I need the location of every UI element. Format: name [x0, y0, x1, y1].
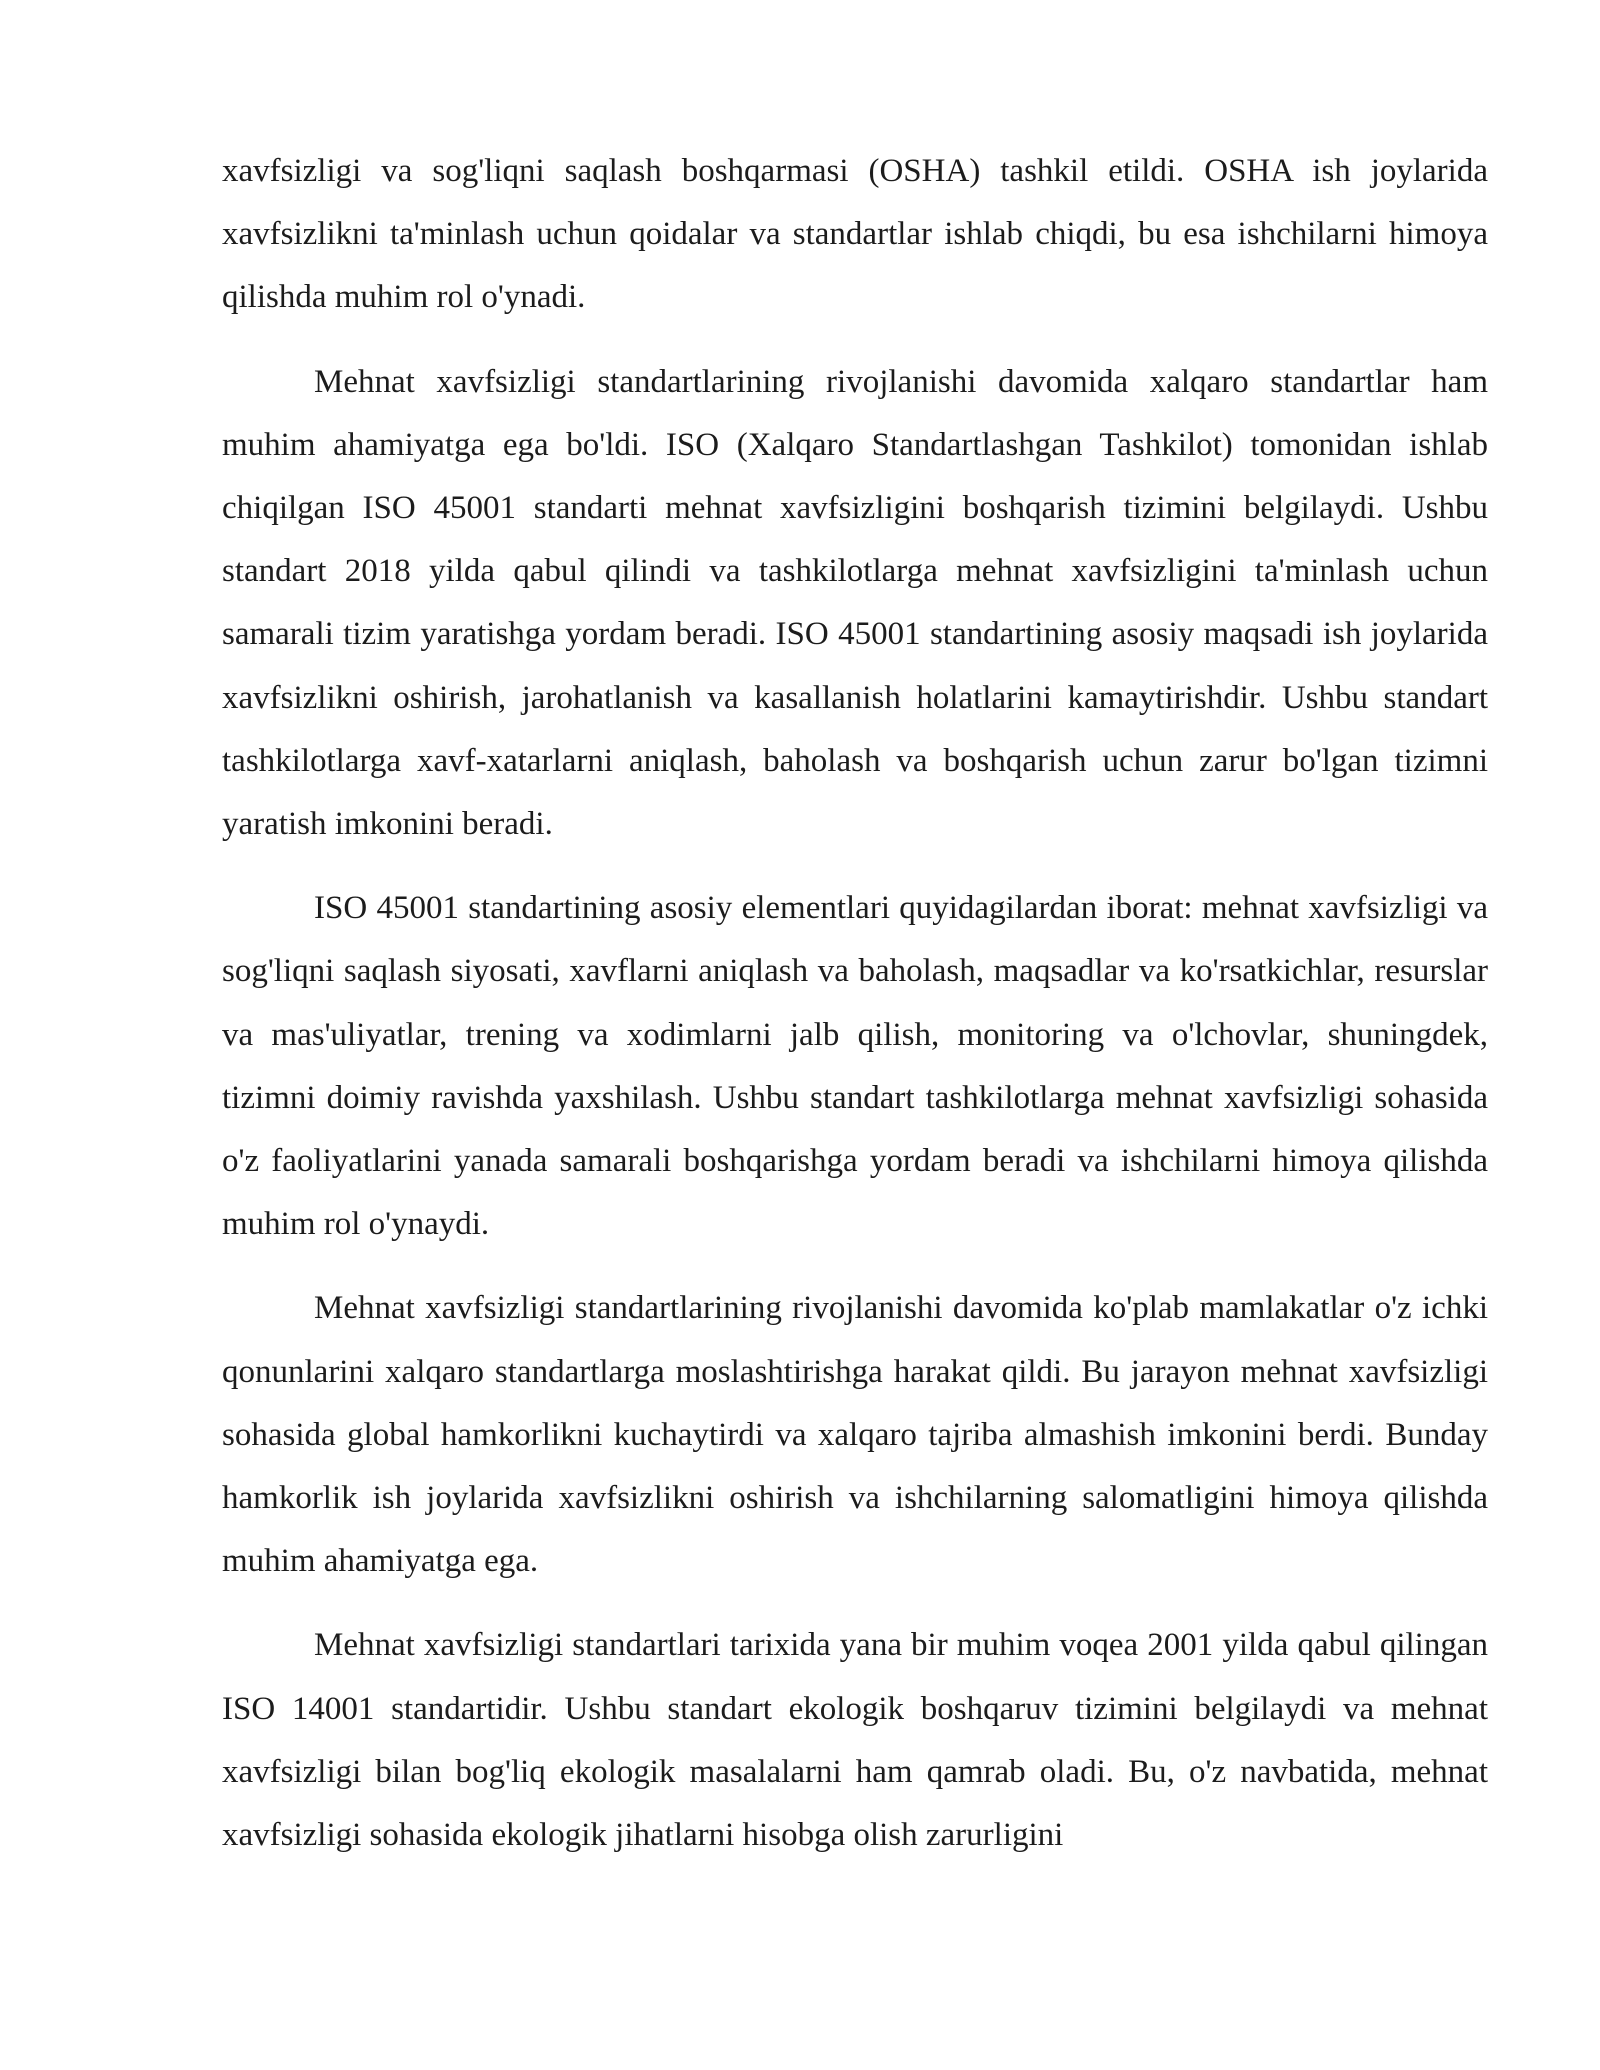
paragraph-iso-45001-intro: Mehnat xavfsizligi standartlarining rivojlanishi davomida xalqaro standartlar ham muhim ahamiyatga ega bo'ldi. ISO (Xalqaro Standartlashgan Tashkilot) tomonidan ishlab chiqilgan ISO 45001 standarti mehnat xavfsizligini boshqarish tizimini belgilaydi. Ushbu standart 2018 yilda qabul qilindi va tashkilotlarga mehnat xavfsizligini ta'minlash uchun samarali tizim yaratishga yordam beradi. ISO 45001 standartining asosiy maqsadi ish joylarida xavfsizlikni oshirish, jarohatlanish va kasallanish holatlarini kamaytirishdir. Ushbu standart tashkilotlarga xavf-xatarlarni aniqlash, baholash va boshqarish uchun zarur bo'lgan tizimni yaratish imkonini beradi.: [222, 363, 1488, 843]
paragraph-international-harmonization: Mehnat xavfsizligi standartlarining rivojlanishi davomida ko'plab mamlakatlar o'z ichki qonunlarini xalqaro standartlarga moslashtirishga harakat qildi. Bu jarayon mehnat xavfsizligi sohasida global hamkorlikni kuchaytirdi va xalqaro tajriba almashish imkonini berdi. Bunday hamkorlik ish joylarida xavfsizlikni oshirish va ishchilarning salomatligini himoya qilishda muhim ahamiyatga ega.: [222, 1290, 1488, 1580]
paragraph-iso-14001: Mehnat xavfsizligi standartlari tarixida yana bir muhim voqea 2001 yilda qabul qilingan ISO 14001 standartidir. Ushbu standart ekologik boshqaruv tizimini belgilaydi va mehnat xavfsizligi bilan bog'liq ekologik masalalarni ham qamrab oladi. Bu, o'z navbatida, mehnat xavfsizligi sohasida ekologik jihatlarni hisobga olish zarurligini: [222, 1627, 1488, 1854]
document-page: [222, 140, 1488, 1867]
paragraph-iso-45001-elements: ISO 45001 standartining asosiy elementlari quyidagilardan iborat: mehnat xavfsizligi va sog'liqni saqlash siyosati, xavflarni aniqlash va baholash, maqsadlar va ko'rsatkichlar, resurslar va mas'uliyatlar, trening va xodimlarni jalb qilish, monitoring va o'lchovlar, shuningdek, tizimni doimiy ravishda yaxshilash. Ushbu standart tashkilotlarga mehnat xavfsizligi sohasida o'z faoliyatlarini yanada samarali boshqarishga yordam beradi va ishchilarni himoya qilishda muhim rol o'ynaydi.: [222, 890, 1488, 1243]
paragraph-osha-continuation: xavfsizligi va sog'liqni saqlash boshqarmasi (OSHA) tashkil etildi. OSHA ish joylarida xavfsizlikni ta'minlash uchun qoidalar va standartlar ishlab chiqdi, bu esa ishchilarni himoya qilishda muhim rol o'ynadi.: [222, 153, 1488, 316]
